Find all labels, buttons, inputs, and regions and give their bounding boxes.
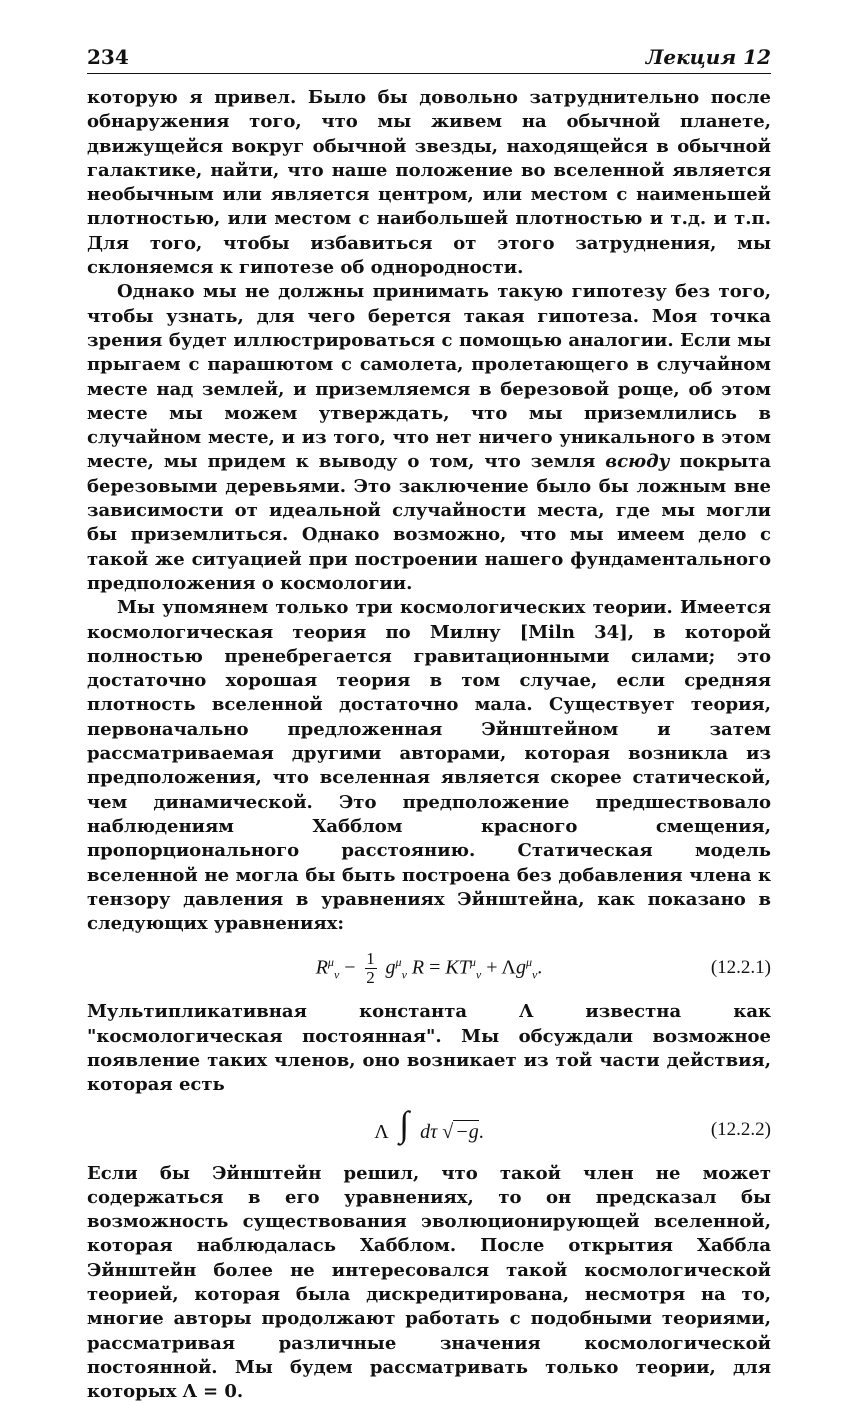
- page-number: 234: [87, 45, 129, 69]
- equation-number-2: (12.2.2): [710, 1118, 771, 1140]
- paragraph-2-emphasis: всюду: [605, 451, 670, 473]
- equation-number-1: (12.2.1): [710, 957, 771, 979]
- paragraph-5: Если бы Эйнштейн решил, что такой член не может содержаться в его уравнениях, то он предсказал бы возможность существования эволюционирующей вселенной, которая наблюдалась Хабблом. После открытия Хаббла Эйнштейн более не интересовался такой космологической теорией, которая была дискредитирована, несмотря на то, многие авторы продолжают работать с подобными теориями, рассматривая различные значения космологической постоянной. Мы будем рассматривать только теории, для которых Λ = 0.: [87, 1162, 771, 1403]
- paragraph-3: Мы упомянем только три космологических теории. Имеется космологическая теория по Милну [Miln 34], в которой полностью пренебрегается гравитационными силами; это достаточно хорошая теория в том случае, если средняя плотность вселенной достаточно мала. Существует теория, первоначально предложенная Эйнштейном и затем рассматриваемая другими авторами, которая возникла из предположения, что вселенная является скорее статической, чем динамической. Это предположение предшествовало наблюдениям Хабблом красного смещения, пропорционального расстоянию. Статическая модель вселенной не могла бы быть построена без добавления члена к тензору давления в уравнениях Эйнштейна, как показано в следующих уравнениях:: [87, 597, 771, 935]
- equation-12-2-2: [87, 1098, 771, 1162]
- integral-sign: ∫: [399, 1104, 410, 1145]
- paragraph-2: [87, 280, 771, 596]
- equation-1-body: $R^\mu_\nu$ − $\frac{1}{2}$ $g^\mu_\nu$ $R = KT^\mu_\nu + \Lambda g^\mu_\nu$.: [315, 949, 543, 988]
- paragraph-2-part-a: Однако мы не должны принимать такую гипотезу без того, чтобы узнать, для чего берется такая гипотеза. Моя точка зрения будет иллюстрироваться с помощью аналогии. Если мы прыгаем с парашютом с самолета, пролетающего в случайном месте над землей, и приземляемся в березовой роще, об этом месте мы можем утверждать, что мы приземлились в случайном месте, и из того, что нет ничего уникального в этом месте, мы придем к выводу о том, что земля: [87, 281, 771, 473]
- paragraph-4: Мультипликативная константа Λ известна как "космологическая постоянная". Мы обсуждали возможное появление таких членов, оно возникает из той части действия, которая есть: [87, 1001, 771, 1096]
- paragraph-2-part-b: покрыта березовыми деревьями. Это заключение было бы ложным вне зависимости от идеальной случайности места, где мы могли бы приземлиться. Однако возможно, что мы имеем дело с такой же ситуацией при построении нашего фундаментального предположения о космологии.: [87, 451, 771, 594]
- running-title: Лекция 12: [645, 45, 771, 69]
- fraction-one-half: $\frac{1}{2}$: [366, 949, 375, 988]
- paragraph-1: которую я привел. Было бы довольно затруднительно после обнаружения того, что мы живем на обычной планете, движущейся вокруг обычной звезды, находящейся в обычной галактике, найти, что наше положение во вселенной является необычным или является центром, или местом с наименьшей плотностью, или местом с наибольшей плотностью и т.д. и т.п. Для того, чтобы избавиться от этого затруднения, мы склоняемся к гипотезе об однородности.: [87, 87, 771, 279]
- equation-2-body: Λ ∫ dτ √ −g.: [374, 1104, 484, 1145]
- equation-12-2-1: [87, 936, 771, 1000]
- page-body: [87, 86, 771, 1405]
- page-header: [87, 40, 771, 74]
